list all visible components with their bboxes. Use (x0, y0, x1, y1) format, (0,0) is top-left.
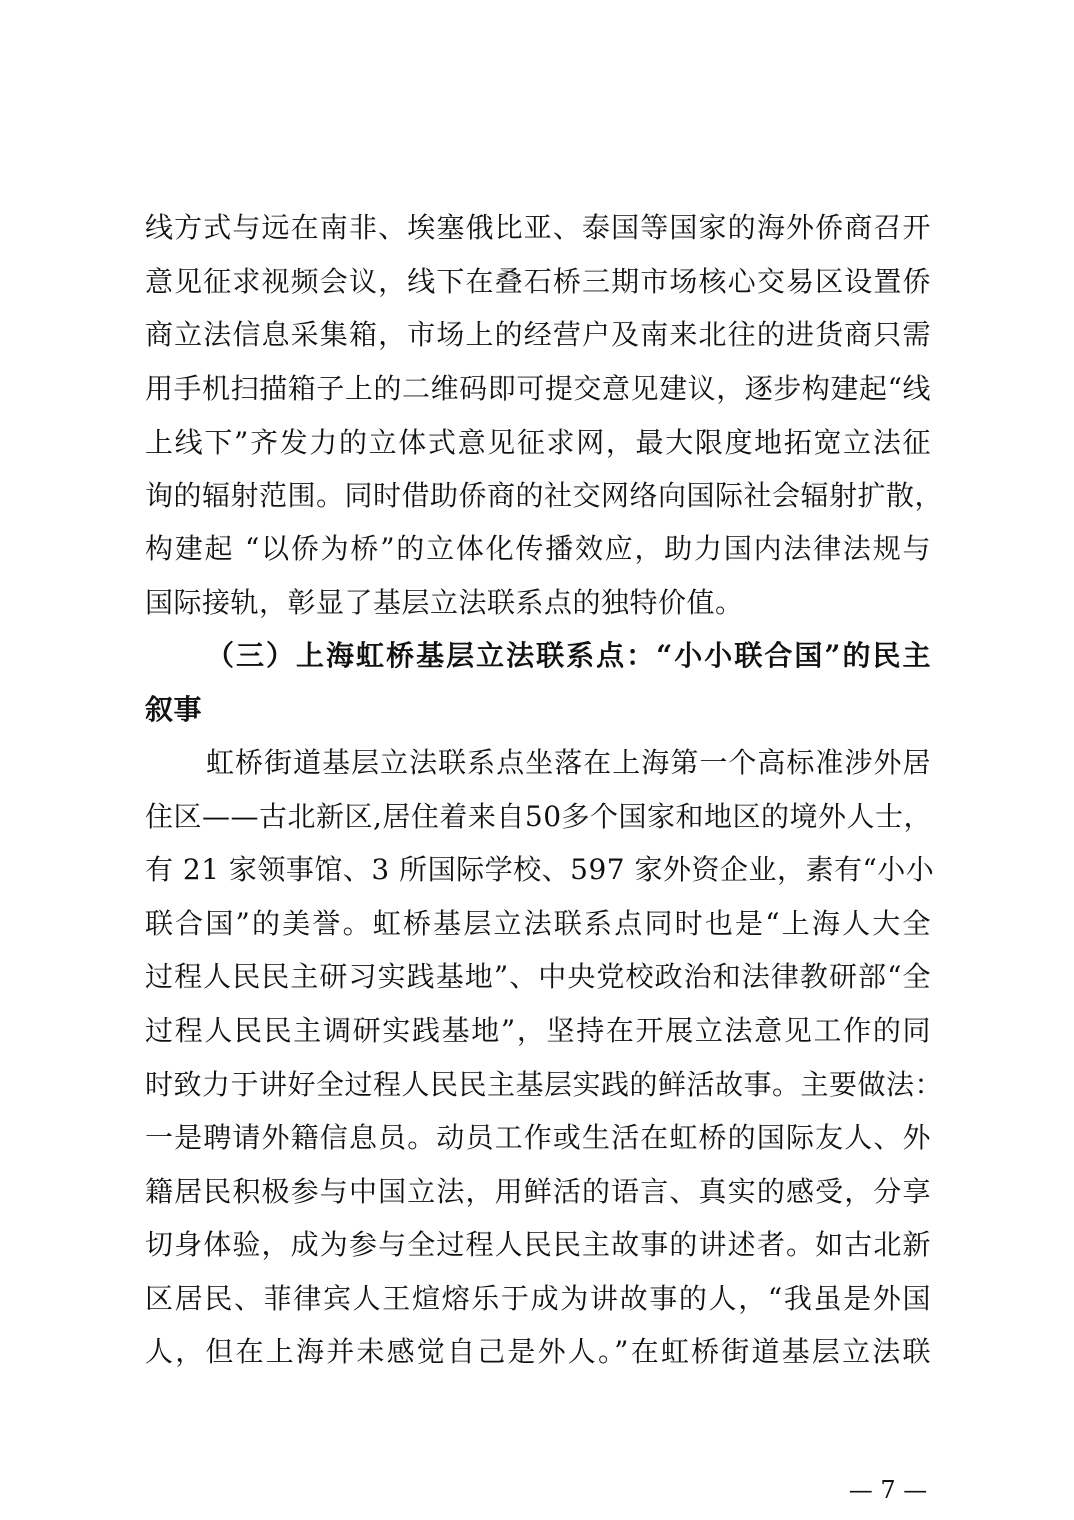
text-line: 住区——古北新区,居住着来自50多个国家和地区的境外人士， (145, 800, 933, 833)
text-line: 过程人民民主调研实践基地”，坚持在开展立法意见工作的同 (145, 1014, 931, 1047)
text-line: 时致力于讲好全过程人民民主基层实践的鲜活故事。主要做法： (145, 1068, 944, 1101)
text-line: 用手机扫描箱子上的二维码即可提交意见建议，逐步构建起“线 (145, 372, 931, 405)
text-line: 一是聘请外籍信息员。动员工作或生活在虹桥的国际友人、外 (145, 1121, 931, 1154)
text-line: 区居民、菲律宾人王煊熔乐于成为讲故事的人，“我虽是外国 (145, 1282, 931, 1315)
text-line: 上线下”齐发力的立体式意见征求网，最大限度地拓宽立法征 (145, 426, 931, 459)
section-heading-line: （三）上海虹桥基层立法联系点：“小小联合国”的民主 (206, 639, 931, 672)
text-line: 构建起 “以侨为桥”的立体化传播效应，助力国内法律法规与 (145, 532, 931, 565)
text-line: 商立法信息采集箱，市场上的经营户及南来北往的进货商只需 (145, 318, 931, 351)
text-line: 有 21 家领事馆、3 所国际学校、597 家外资企业，素有“小小 (145, 853, 935, 886)
text-line: 虹桥街道基层立法联系点坐落在上海第一个高标准涉外居 (206, 746, 931, 779)
section-heading-line: 叙事 (145, 693, 203, 726)
text-line: 线方式与远在南非、埃塞俄比亚、泰国等国家的海外侨商召开 (145, 211, 931, 244)
text-line: 过程人民民主研习实践基地”、中央党校政治和法律教研部“全 (145, 960, 931, 993)
text-line: 联合国”的美誉。虹桥基层立法联系点同时也是“上海人大全 (145, 907, 931, 940)
text-line: 人，但在上海并未感觉自己是外人。”在虹桥街道基层立法联 (145, 1335, 931, 1368)
text-line: 籍居民积极参与中国立法，用鲜活的语言、真实的感受，分享 (145, 1175, 931, 1208)
text-line: 切身体验，成为参与全过程人民民主故事的讲述者。如古北新 (145, 1228, 931, 1261)
text-line: 意见征求视频会议，线下在叠石桥三期市场核心交易区设置侨 (145, 265, 931, 298)
text-line: 国际接轨，彰显了基层立法联系点的独特价值。 (145, 586, 744, 619)
text-line: 询的辐射范围。同时借助侨商的社交网络向国际社会辐射扩散， (145, 479, 944, 512)
page-number: — 7 — (848, 1476, 928, 1504)
